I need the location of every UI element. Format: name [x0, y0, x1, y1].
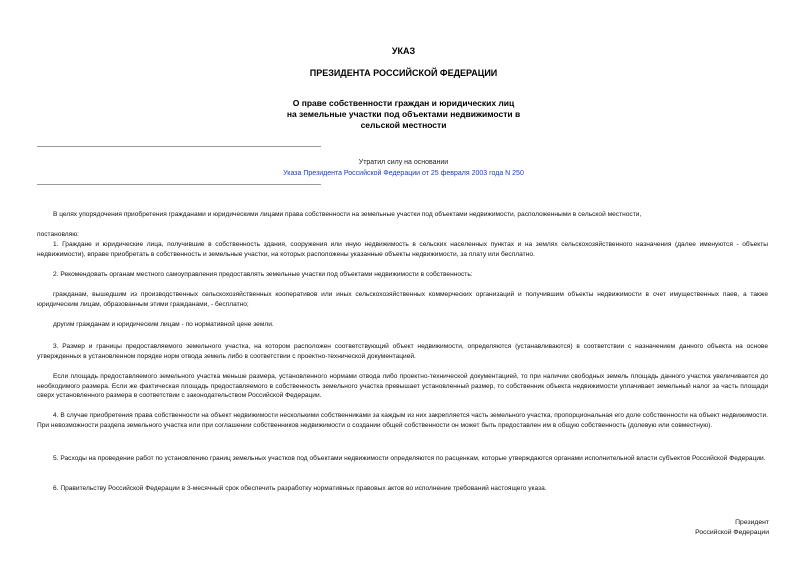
status-note: Утратил силу на основании: [358, 159, 449, 166]
paragraph-intro: В целях упорядочения приобретения гражданами и юридическими лицами права собственности на земельные участки под объектами недвижимости, расположенными в сельской местности,: [53, 211, 642, 218]
paragraph-2b: другим гражданам и юридическим лицам - по нормативной цене земли.: [53, 321, 274, 328]
signature-org: Российской Федерации: [695, 529, 769, 536]
paragraph-3a: Если площадь предоставляемого земельного участка меньше размера, установленного нормами отвода либо проектно-технической документацией, то при наличии свободных земель площадь данного участка увеличивается до необходимого размера. Если же фактическая площадь предоставляемого в собственность земельного участка превышает установленный размер, то собственник объекта недвижимости уплачивает земельный налог за часть площади сверх установленного размера в соответствии с законодательством Российской Федерации.: [37, 373, 768, 400]
paragraph-2: 2. Рекомендовать органам местного самоуправления предоставлять земельные участки под объектами недвижимости в собственность:: [53, 271, 473, 278]
document-issuer: ПРЕЗИДЕНТА РОССИЙСКОЙ ФЕДЕРАЦИИ: [309, 68, 498, 78]
paragraph-5: 5. Расходы на проведение работ по установлению границ земельных участков под объектами недвижимости определяются по расценкам, которые утверждаются органами исполнительной власти субъектов Российской Федерации.: [53, 455, 766, 462]
document-subject: [200, 98, 607, 131]
subject-line: сельской местности: [360, 120, 447, 130]
paragraph-2a: гражданам, вышедшим из производственных сельскохозяйственных кооперативов или иных сельскохозяйственных коммерческих организаций и получившим объекты недвижимости в счет имущественных паев, а также юридическим лицам, образованным этими гражданами, - бесплатно;: [37, 291, 768, 308]
repeal-decree-link[interactable]: Указа Президента Российской Федерации от 25 февраля 2003 года N 250: [283, 170, 524, 177]
paragraph-decree: постановляю:: [37, 231, 80, 238]
paragraph-1: 1. Граждане и юридические лица, получившие в собственность здания, сооружения или иную недвижимость в сельских населенных пунктах и на землях сельскохозяйственного назначения (далее именуются - объекты недвижимости), вправе приобретать в собственность и земельные участки, на которых расположены указанные объекты недвижимости, за плату или бесплатно.: [37, 241, 768, 258]
divider-bottom: [37, 184, 321, 185]
paragraph-4: 4. В случае приобретения права собственности на объект недвижимости несколькими собственниками за каждым из них закрепляется часть земельного участка, пропорциональная его доле собственности на объект недвижимости. При невозможности раздела земельного участка или при соглашении собственников недвижимости о создании общей собственности он может быть предоставлен им в общую собственность (долевую или совместную).: [37, 412, 768, 429]
paragraph-6: 6. Правительству Российской Федерации в 3-месячный срок обеспечить разработку нормативных правовых актов во исполнение требований настоящего указа.: [53, 485, 547, 492]
signature-title: Президент: [735, 519, 769, 526]
divider-top: [37, 146, 321, 147]
subject-line: на земельные участки под объектами недвижимости в: [286, 109, 521, 119]
paragraph-3: 3. Размер и границы предоставляемого земельного участка, на котором расположен соответствующий объект недвижимости, определяются (устанавливаются) в соответствии с назначением данного объекта на основе утвержденных в установленном порядке норм отвода земель либо в соответствии с проектно-технической документацией.: [37, 343, 768, 360]
subject-line: О праве собственности граждан и юридических лиц: [292, 98, 515, 108]
document-title: УКАЗ: [391, 46, 416, 56]
